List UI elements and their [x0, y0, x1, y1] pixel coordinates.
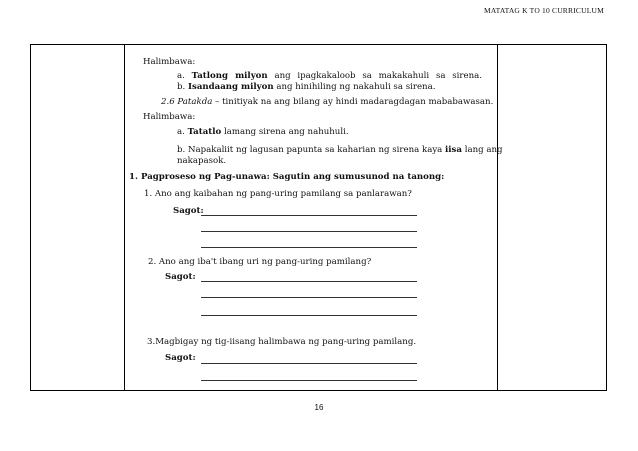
example1-item-a: a. Tatlong milyon ang ipagkakaloob sa makakahuli sa sirena. [177, 71, 483, 81]
example1-item-b: b. Isandaang milyon ang hinihiling ng nakahuli sa sirena. [177, 82, 436, 92]
answer-line[interactable] [201, 363, 417, 364]
answer-line[interactable] [201, 231, 417, 232]
question-1: 1. Ano ang kaibahan ng pang-uring pamilang sa panlarawan? [144, 189, 412, 199]
question-2: 2. Ano ang iba't ibang uri ng pang-uring pamilang? [148, 257, 372, 267]
example2-item-b-line1: b. Napakaliit ng lagusan papunta sa kaharian ng sirena kaya iisa lang ang [177, 145, 503, 155]
example2-item-a: a. Tatatlo lamang sirena ang nahuhuli. [177, 127, 349, 137]
answer-line[interactable] [201, 297, 417, 298]
answer-line[interactable] [201, 247, 417, 248]
patakda-definition: 2.6 Patakda – tinitiyak na ang bilang ay hindi madaragdagan mababawasan. [161, 97, 494, 107]
answer-line[interactable] [201, 315, 417, 316]
answer-label-2: Sagot: [165, 272, 196, 282]
answer-line[interactable] [201, 215, 417, 216]
curriculum-header: MATATAG K TO 10 CURRICULUM [484, 6, 604, 15]
answer-label-3: Sagot: [165, 353, 196, 363]
lesson-table [30, 44, 607, 391]
column-divider-right [497, 45, 498, 390]
question-3: 3.Magbigay ng tig-iisang halimbawa ng pang-uring pamilang. [147, 337, 417, 347]
page-number: 16 [314, 403, 324, 412]
answer-label-1: Sagot: [173, 206, 204, 216]
example2-heading: Halimbawa: [143, 112, 196, 122]
section-title: 1. Pagproseso ng Pag-unawa: Sagutin ang sumusunod na tanong: [129, 172, 445, 182]
column-divider-left [124, 45, 125, 390]
answer-line[interactable] [201, 380, 417, 381]
example2-item-b-line2: nakapasok. [177, 156, 227, 166]
example1-heading: Halimbawa: [143, 57, 196, 67]
answer-line[interactable] [201, 281, 417, 282]
